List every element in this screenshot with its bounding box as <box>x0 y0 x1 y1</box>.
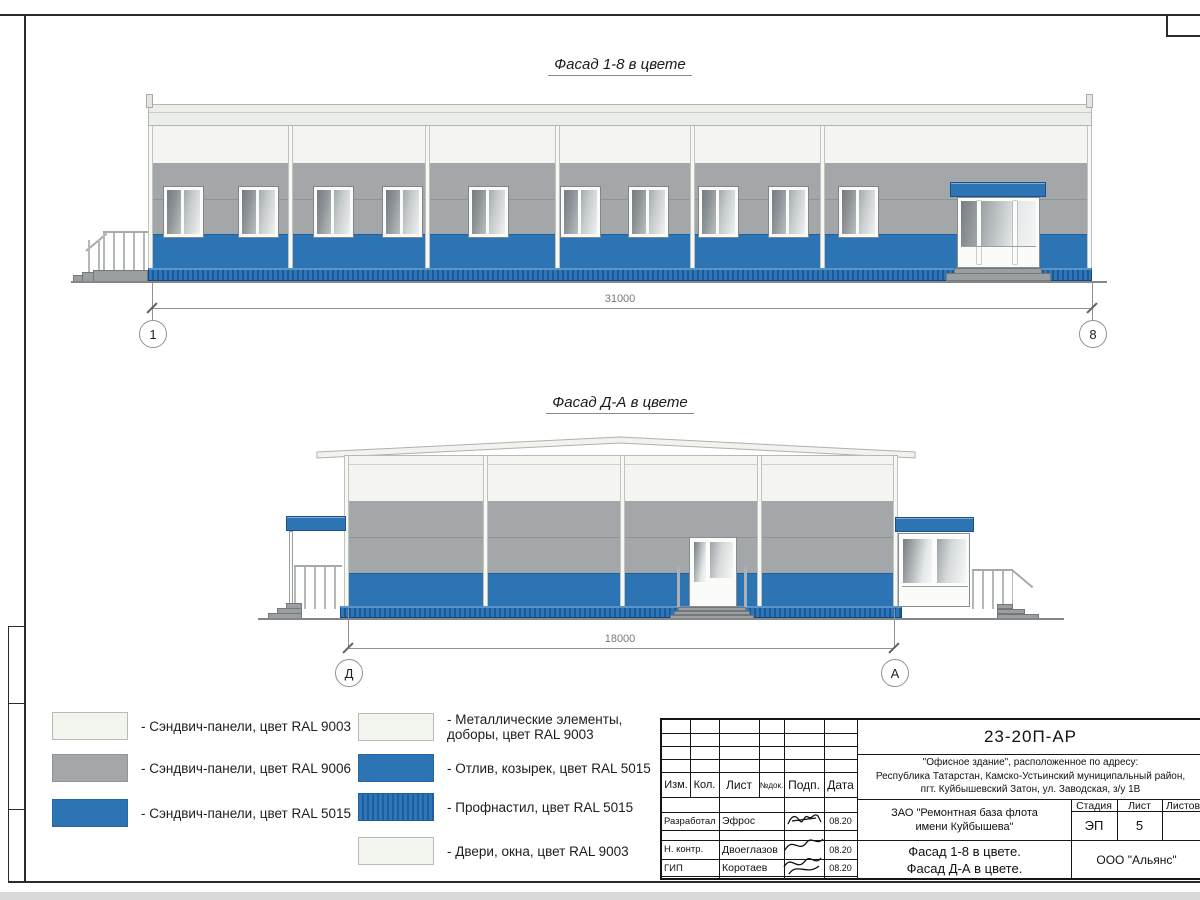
window <box>163 186 204 238</box>
vestibule-transom <box>902 586 968 587</box>
window <box>313 186 354 238</box>
entrance-glass <box>961 201 1036 246</box>
binding-box-divider <box>8 703 24 704</box>
stair-handrail <box>1011 569 1033 588</box>
facade-1-8-building <box>148 104 1092 281</box>
sheet-value: 5 <box>1135 818 1144 833</box>
entry-door <box>689 537 737 607</box>
col-list: Лист <box>725 778 753 792</box>
pilaster <box>820 126 825 268</box>
ground-line <box>258 618 1064 620</box>
content-line: Фасад Д-А в цвете. <box>906 861 1023 876</box>
handrail-post <box>677 567 680 607</box>
client-line: имени Куйбышева" <box>915 821 1014 833</box>
doc-number: 23-20П-АР <box>983 727 1078 746</box>
legend-label: - Сэндвич-панели, цвет RAL 5015 <box>141 805 352 821</box>
axis-label: А <box>890 665 900 681</box>
frame-bottom-line <box>8 881 1200 883</box>
dimension-line <box>348 648 894 649</box>
swatch-ral5015 <box>52 799 128 827</box>
client-line: ЗАО "Ремонтная база флота <box>891 807 1038 819</box>
roof-pipe <box>146 94 153 108</box>
facade-d-a-title: Фасад Д-А в цвете <box>420 394 820 414</box>
person-role: ГИП <box>664 862 683 874</box>
window <box>238 186 279 238</box>
person-role: Разработал <box>664 815 716 827</box>
axis-circle-d <box>335 659 363 687</box>
grid-line <box>662 876 857 877</box>
grid-line <box>857 720 858 880</box>
stage-value: ЭП <box>1084 818 1104 833</box>
col-ndok: №док. <box>759 780 784 790</box>
ground-line <box>71 281 1107 283</box>
person-role: Н. контр. <box>664 844 704 855</box>
entrance-mullion <box>1013 201 1017 264</box>
entrance-step <box>946 273 1051 281</box>
grid-line <box>662 733 857 734</box>
pilaster <box>690 126 695 268</box>
vestibule-glass <box>937 539 966 583</box>
axis-circle-1 <box>139 320 167 348</box>
axis-extension-line <box>348 609 349 648</box>
axis-label: 8 <box>1089 326 1097 342</box>
legend-label: - Сэндвич-панели, цвет RAL 9006 <box>141 760 352 776</box>
content-line: Фасад 1-8 в цвете. <box>908 844 1021 859</box>
pilaster <box>757 456 762 608</box>
porch-post <box>289 531 293 606</box>
title-block <box>660 718 1200 880</box>
legend-label: - Сэндвич-панели, цвет RAL 9003 <box>141 718 352 734</box>
grid-line <box>662 759 857 760</box>
binding-box-divider <box>8 809 24 810</box>
entrance-mullion <box>977 201 981 264</box>
legend-label: - Металлические элементы, доборы, цвет RAL 9003 <box>447 712 623 742</box>
grid-line <box>719 720 720 880</box>
person-date: 08.20 <box>829 863 852 873</box>
dimension-value: 31000 <box>604 293 636 305</box>
legend-item <box>358 836 663 866</box>
person-date: 08.20 <box>829 816 852 826</box>
grid-line <box>662 746 857 747</box>
door-sidelight-glass <box>694 542 706 582</box>
grid-line <box>662 830 857 831</box>
col-podp: Подп. <box>788 778 820 792</box>
pilaster <box>425 126 430 268</box>
swatch-profnastil <box>358 793 434 821</box>
drawing-content-title <box>859 841 1070 879</box>
stair-railing <box>88 240 104 272</box>
swatch-ral9003 <box>358 837 434 865</box>
legend-item <box>52 798 372 828</box>
stair-railing <box>972 569 1013 609</box>
grid-line <box>857 754 1200 755</box>
entrance-transom <box>961 246 1036 247</box>
roof-pipe <box>1086 94 1093 108</box>
address-line: пгт. Куйбышевский Затон, ул. Заводская, з/у 1В <box>920 784 1141 795</box>
pilaster <box>1087 126 1092 268</box>
window <box>698 186 739 238</box>
window <box>768 186 809 238</box>
axis-label: 1 <box>149 326 157 342</box>
roof-parapet-band <box>148 104 1092 126</box>
col-kol: Кол. <box>693 779 716 791</box>
person-name: Эфрос <box>722 815 756 827</box>
col-izm: Изм. <box>664 779 688 791</box>
grid-line <box>662 797 857 798</box>
stage-label: Стадия <box>1076 799 1112 812</box>
axis-label: Д <box>344 665 354 681</box>
pilaster <box>288 126 293 268</box>
axis-extension-line <box>894 609 895 648</box>
frame-corner-box <box>1166 16 1200 37</box>
profiled-sheet-plinth <box>340 606 902 618</box>
pilaster <box>483 456 488 608</box>
legend-label: - Отлив, козырек, цвет RAL 5015 <box>447 760 651 776</box>
person-date: 08.20 <box>829 844 852 855</box>
dimension-line <box>152 308 1092 309</box>
company-name: ООО "Альянс" <box>1096 853 1177 867</box>
pilaster <box>620 456 625 608</box>
address-line: "Офисное здание", расположенное по адресу: <box>922 757 1139 768</box>
swatch-ral5015 <box>358 754 434 782</box>
address-line: Республика Татарстан, Камско-Устьинский муниципальный район, <box>875 770 1186 782</box>
window <box>628 186 669 238</box>
axis-extension-line <box>152 283 153 320</box>
dimension-value: 18000 <box>604 633 636 645</box>
legend-item <box>358 709 663 745</box>
client-name <box>859 801 1070 839</box>
entrance-canopy <box>950 182 1046 197</box>
person-name: Коротаев <box>722 862 768 874</box>
entrance-glazing <box>957 197 1040 268</box>
sheets-label: Листов <box>1165 799 1200 812</box>
signature <box>781 834 827 879</box>
handrail-post <box>744 567 747 607</box>
window <box>382 186 423 238</box>
facade-d-a-building <box>344 455 898 607</box>
window <box>838 186 879 238</box>
axis-circle-a <box>881 659 909 687</box>
swatch-ral9006 <box>52 754 128 782</box>
swatch-ral9003 <box>52 712 128 740</box>
pilaster <box>344 456 349 608</box>
signature <box>786 808 823 832</box>
axis-circle-8 <box>1079 320 1107 348</box>
swatch-ral9003 <box>358 713 434 741</box>
sheet-label: Лист <box>1128 799 1151 812</box>
person-name: Двоеглазов <box>722 843 778 856</box>
window <box>468 186 509 238</box>
sheet-edge-shadow <box>0 892 1200 900</box>
legend-item <box>358 792 663 822</box>
legend-item <box>52 711 372 741</box>
legend-item <box>358 753 663 783</box>
pilaster <box>148 126 153 268</box>
legend-item <box>52 753 372 783</box>
vestibule-canopy <box>895 517 974 532</box>
window <box>560 186 601 238</box>
vestibule-glass <box>903 539 932 583</box>
stair-railing <box>103 231 148 274</box>
legend-label: - Профнастил, цвет RAL 5015 <box>447 799 634 815</box>
col-data: Дата <box>827 778 854 792</box>
binding-boxes <box>8 626 26 883</box>
door-glass <box>710 542 733 578</box>
porch-canopy <box>286 516 346 531</box>
axis-extension-line <box>1092 283 1093 320</box>
project-address <box>859 756 1200 798</box>
legend-label: - Двери, окна, цвет RAL 9003 <box>447 843 629 859</box>
facade-1-8-title: Фасад 1-8 в цвете <box>420 56 820 76</box>
frame-top-line <box>0 14 1200 16</box>
vestibule-glazing <box>898 533 970 607</box>
